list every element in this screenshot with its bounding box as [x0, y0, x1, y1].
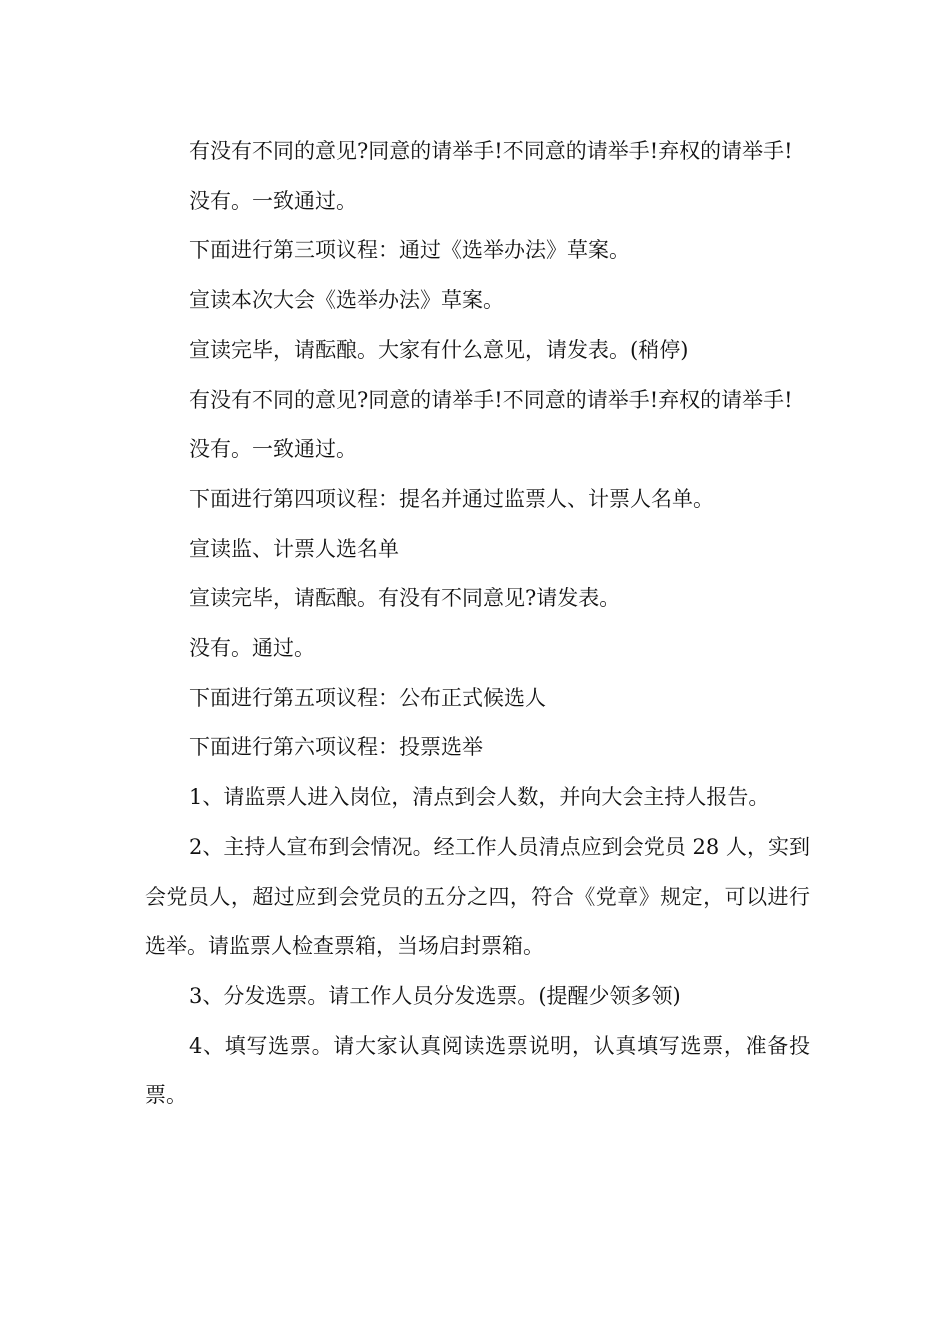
- paragraph: 下面进行第五项议程：公布正式候选人: [189, 685, 546, 710]
- paragraph: 3、分发选票。请工作人员分发选票。(提醒少领多领): [189, 983, 681, 1008]
- paragraph: 有没有不同的意见?同意的请举手!不同意的请举手!弃权的请举手!: [189, 139, 793, 163]
- paragraph: 没有。一致通过。: [189, 188, 357, 213]
- paragraph: 宣读完毕，请酝酿。有没有不同意见?请发表。: [189, 586, 621, 611]
- paragraph: 宣读监、计票人选名单: [189, 536, 399, 561]
- paragraph: 有没有不同的意见?同意的请举手!不同意的请举手!弃权的请举手!: [189, 387, 793, 412]
- paragraph: 4、填写选票。请大家认真阅读选票说明，认真填写选票，准备投票。: [145, 1033, 810, 1108]
- paragraph: 宣读完毕，请酝酿。大家有什么意见，请发表。(稍停): [189, 337, 689, 362]
- paragraph: 下面进行第三项议程：通过《选举办法》草案。: [189, 238, 630, 263]
- paragraph: 2、主持人宣布到会情况。经工作人员清点应到会党员 28 人，实到会党员人，超过应到会党员的五分之四，符合《党章》规定，可以进行选举。请监票人检查票箱，当场启封票箱。: [145, 834, 810, 959]
- paragraph: 下面进行第六项议程：投票选举: [189, 735, 483, 760]
- paragraph: 1、请监票人进入岗位，清点到会人数，并向大会主持人报告。: [189, 785, 770, 810]
- document-body: [145, 127, 810, 1121]
- paragraph: 下面进行第四项议程：提名并通过监票人、计票人名单。: [189, 486, 714, 511]
- paragraph: 没有。一致通过。: [189, 437, 357, 462]
- paragraph: 没有。通过。: [189, 636, 315, 661]
- paragraph: 宣读本次大会《选举办法》草案。: [189, 288, 504, 313]
